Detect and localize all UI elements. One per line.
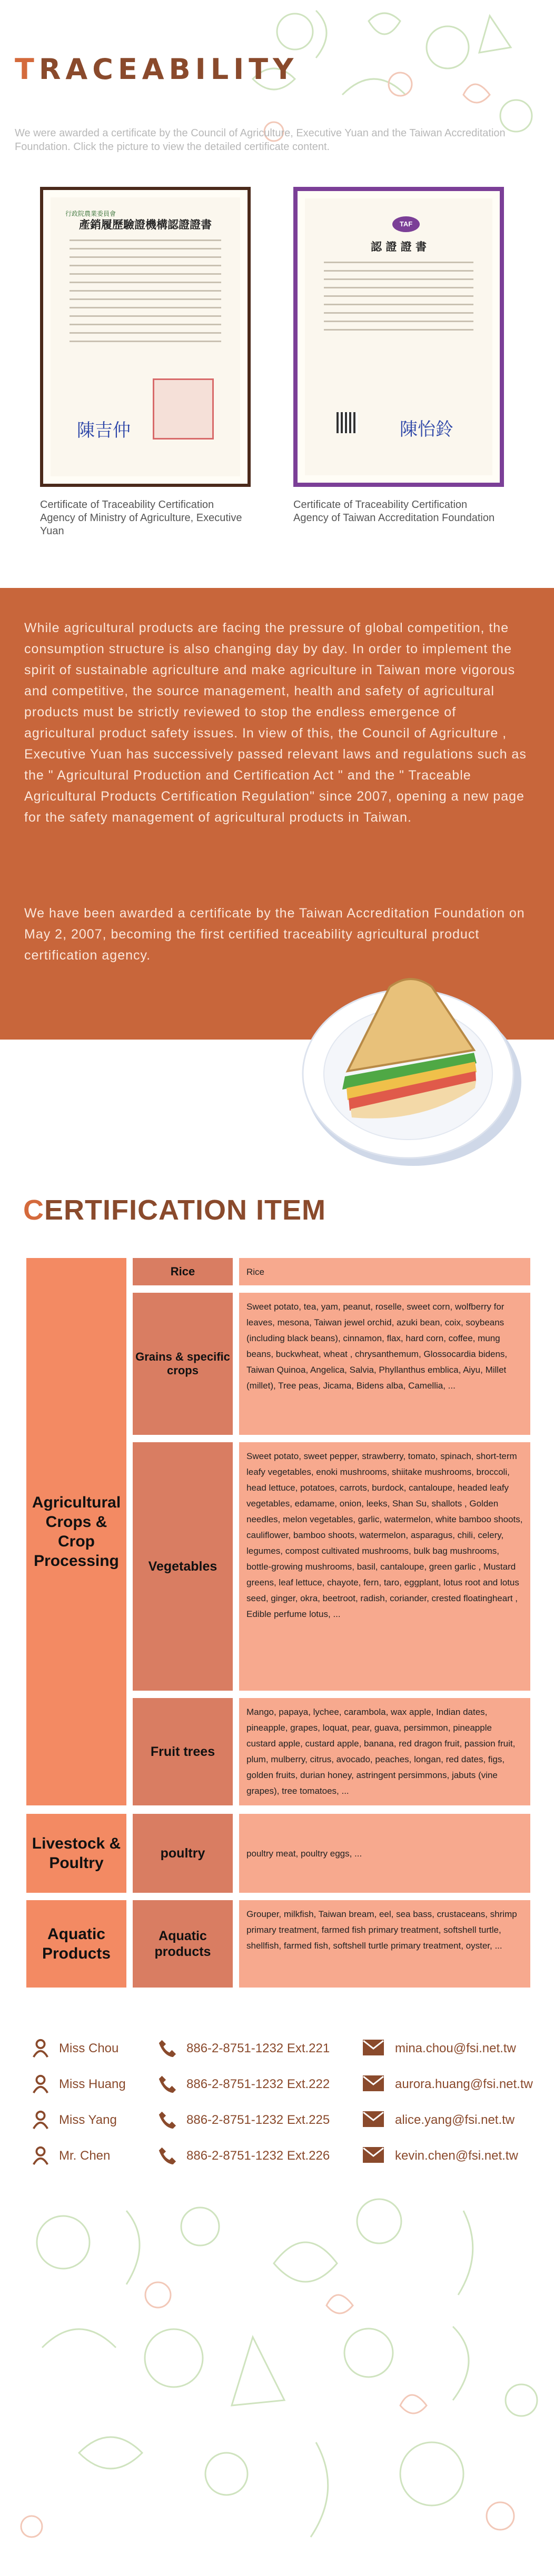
certificate-coa-caption: Certificate of Traceability Certification Agency of Ministry of Agriculture, Executive Yuan bbox=[40, 499, 242, 537]
certification-item-title: CERTIFICATION ITEM bbox=[23, 1194, 326, 1226]
contact-phone-link[interactable]: 886-2-8751-1232 Ext.221 bbox=[186, 2041, 330, 2055]
category-livestock: Livestock & Poultry bbox=[26, 1814, 126, 1893]
certificate-coa-image[interactable] bbox=[40, 187, 251, 487]
description-rice: Rice bbox=[239, 1258, 530, 1285]
contact-row bbox=[25, 2143, 531, 2168]
description-fruit-trees: Mango, papaya, lychee, carambola, wax apple, Indian dates, pineapple, grapes, loquat, pear, guava, persimmon, pineapple custard apple, custard apple, banana, red dragon fruit, passion fruit, plum, mulberry, citrus, avocado, peaches, longan, red dates, figs, golden fruits, durian honey, astringent persimmons, jabuts (vine grapes), tree tomatoes, ... bbox=[239, 1698, 530, 1805]
mail-icon bbox=[362, 2075, 384, 2092]
contact-row bbox=[25, 2072, 531, 2096]
subcategory-poultry: poultry bbox=[133, 1814, 233, 1893]
certification-table bbox=[26, 1258, 530, 2019]
mail-icon bbox=[362, 2146, 384, 2163]
certificate-heading: 認 證 證 書 bbox=[371, 240, 427, 253]
vegetable-doodle-background bbox=[0, 2179, 554, 2576]
signature: 陳怡鈴 bbox=[400, 419, 453, 440]
signature: 陳吉仲 bbox=[77, 420, 131, 441]
certificate-taf-caption: Certificate of Traceability Certification Agency of Taiwan Accreditation Foundation bbox=[293, 499, 495, 524]
info-paragraph-2: We have been awarded a certificate by the Taiwan Accreditation Foundation on May 2, 2007, becoming the first certified traceability agricultural product certification agency. bbox=[24, 906, 525, 963]
phone-icon bbox=[157, 2074, 177, 2094]
traceability-intro: We were awarded a certificate by the Council of Agriculture, Executive Yuan and the Taiwan Accreditation Foundation. Click the picture to view the detailed certificate content. bbox=[15, 127, 506, 153]
subcategory-grains: Grains & specific crops bbox=[133, 1293, 233, 1435]
info-paragraph-1: While agricultural products are facing the pressure of global competition, the consumption structure is also changing day by day. In order to implement the spirit of sustainable agriculture and make agriculture in Taiwan more vigorous and competitive, the source management, health and safety of agricultural products must be strictly reviewed to stop the endless emergence of agricultural product safety issues. In view of this, the Council of Agriculture , Executive Yuan has successively passed relevant laws and regulations such as the " Agricultural Production and Certification Act " and the " Traceable Agricultural Products Certification Regulation" since 2007, opening a new page for the safety management of agricultural products in Taiwan. bbox=[24, 621, 527, 825]
contact-email-link[interactable]: mina.chou@fsi.net.tw bbox=[395, 2041, 516, 2055]
sandwich-plate-illustration bbox=[284, 950, 537, 1182]
subcategory-vegetables: Vegetables bbox=[133, 1442, 233, 1691]
person-icon bbox=[31, 2038, 51, 2058]
mail-icon bbox=[362, 2111, 384, 2128]
person-icon bbox=[31, 2145, 51, 2165]
contact-phone-link[interactable]: 886-2-8751-1232 Ext.225 bbox=[186, 2113, 330, 2127]
category-agricultural-crops: Agricultural Crops & Crop Processing bbox=[26, 1258, 126, 1805]
mail-icon bbox=[362, 2039, 384, 2056]
description-grains: Sweet potato, tea, yam, peanut, roselle, sweet corn, wolfberry for leaves, mesona, Taiwan jewel orchid, azuki bean, coix, soybeans (including black beans), cinnamon, flax, hard corn, coffee, mung beans, buckwheat, wheat , chrysanthemum, Glossocardia bidens, Taiwan Quinoa, Angelica, Salvia, Phyllanthus emblica, Aiyu, Millet (millet), Tree peas, Jicama, Bidens alba, Camellia, ... bbox=[239, 1293, 530, 1435]
contact-name: Miss Chou bbox=[59, 2041, 119, 2055]
certificate-taf-image[interactable] bbox=[293, 187, 504, 487]
contact-name: Miss Yang bbox=[59, 2113, 117, 2127]
contact-row bbox=[25, 2036, 531, 2060]
phone-icon bbox=[157, 2145, 177, 2165]
certificate-org: 行政院農業委員會 bbox=[65, 210, 116, 217]
phone-icon bbox=[157, 2110, 177, 2130]
category-aquatic: Aquatic Products bbox=[26, 1900, 126, 1988]
taf-logo: TAF bbox=[392, 216, 420, 232]
certificate-taf-card[interactable] bbox=[293, 187, 504, 525]
contact-email-link[interactable]: alice.yang@fsi.net.tw bbox=[395, 2113, 515, 2127]
contact-name: Miss Huang bbox=[59, 2077, 126, 2091]
phone-icon bbox=[157, 2038, 177, 2058]
person-icon bbox=[31, 2074, 51, 2094]
description-aquatic: Grouper, milkfish, Taiwan bream, eel, sea bass, crustaceans, shrimp primary treatment, farmed fish primary treatment, softshell turtle, shellfish, farmed fish, softshell turtle primary treatment, oyster, ... bbox=[239, 1900, 530, 1988]
contact-email-link[interactable]: kevin.chen@fsi.net.tw bbox=[395, 2149, 518, 2163]
traceability-title: TRACEABILITY bbox=[15, 53, 299, 86]
description-vegetables: Sweet potato, sweet pepper, strawberry, tomato, spinach, short-term leafy vegetables, enoki mushrooms, shiitake mushrooms, broccoli, head lettuce, potatoes, carrots, burdock, cantaloupe, headed leafy vegetables, edamame, onion, leeks, Shan Su, shallots , Golden needles, melon vegetables, garlic, watermelon, white bamboo shoots, cauliflower, bamboo shoots, watermelon, asparagus, chili, celery, legumes, compost cultivated mushrooms, bulk bag mushrooms, bottle-growing mushrooms, basil, cantaloupe, green garlic , Mustard greens, leaf lettuce, chayote, fern, taro, eggplant, lotus root and lotus seed, ginger, okra, beetroot, radish, coriander, crested floatingheart , Edible perfume lotus, ... bbox=[239, 1442, 530, 1691]
certificate-heading: 產銷履歷驗證機構認證證書 bbox=[79, 218, 212, 231]
certificate-coa-card[interactable] bbox=[40, 187, 251, 538]
subcategory-fruit-trees: Fruit trees bbox=[133, 1698, 233, 1805]
contact-phone-link[interactable]: 886-2-8751-1232 Ext.222 bbox=[186, 2077, 330, 2091]
subcategory-aquatic: Aquatic products bbox=[133, 1900, 233, 1988]
contact-phone-link[interactable]: 886-2-8751-1232 Ext.226 bbox=[186, 2149, 330, 2163]
contact-name: Mr. Chen bbox=[59, 2149, 111, 2163]
contact-row bbox=[25, 2108, 531, 2132]
qr-code-icon bbox=[337, 412, 358, 433]
person-icon bbox=[31, 2110, 51, 2130]
seal-stamp bbox=[153, 378, 214, 440]
description-poultry: poultry meat, poultry eggs, ... bbox=[239, 1814, 530, 1893]
subcategory-rice: Rice bbox=[133, 1258, 233, 1285]
traceability-section bbox=[0, 0, 554, 587]
contact-email-link[interactable]: aurora.huang@fsi.net.tw bbox=[395, 2077, 533, 2091]
